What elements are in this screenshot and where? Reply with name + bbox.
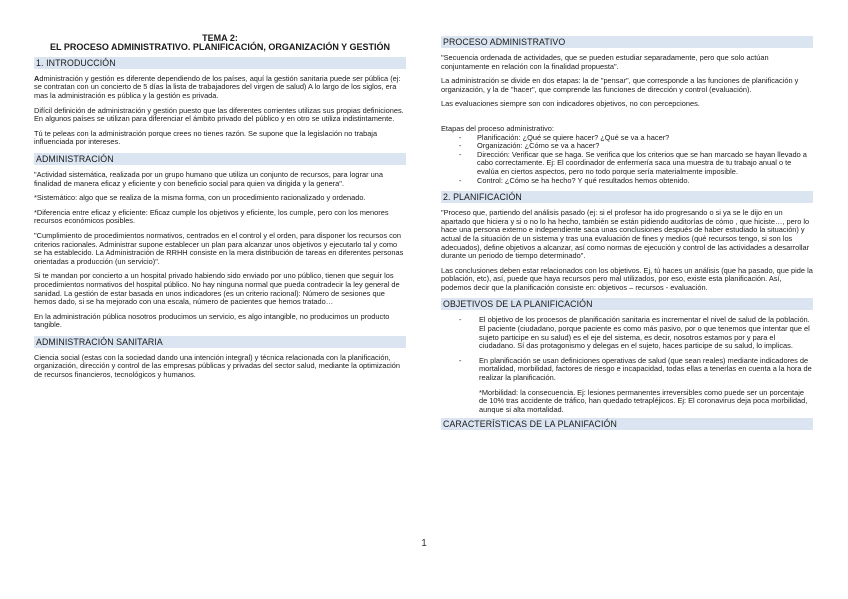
section-heading-introduccion: 1. INTRODUCCIÓN	[34, 57, 406, 69]
admin-paragraph-1: "Actividad sistemática, realizada por un grupo humano que utiliza un conjunto de recursos, para lograr una finalidad de manera eficaz y eficiente y con beneficio social para quien va dirigida y la genera".	[34, 169, 383, 188]
intro-paragraph-3: Tú te peleas con la administración porque crees no tienes razón. Se supone que la legislación no trabaja influenciada por intereses.	[34, 128, 378, 147]
planificacion-paragraph-2: Las conclusiones deben estar relacionados con los objetivos. Ej, tú haces un análisis (que ha pasado, que pide la población, etc), así, puede que haya recursos pero mal utilizados, por eso, existe esta planificación. Así, podemos decir que la planificación consiste en: objetivos – recursos - evaluación.	[441, 265, 813, 292]
admin-paragraph-5: Si te mandan por concierto a un hospital privado habiendo sido enviado por uno público, tienen que seguir los procedimientos normativos del hospital público. No hay ninguna normal que pueda contradecir la ley general de sanidad. La gestión de estar basada en unos indicadores (es un criterio racional): Número de sesiones que hemos dado, si se ha mejorado con una escala, número de pacientes que hemos tratado…	[34, 271, 400, 307]
title-line-2: EL PROCESO ADMINISTRATIVO. PLANIFICACIÓN, ORGANIZACIÓN Y GESTIÓN	[49, 42, 391, 53]
sanitaria-paragraph-1: Ciencia social (estas con la sociedad dando una intención integral) y técnica relacionada con la planificación, organización, dirección y control de las empresas públicas y privadas del sector salud, mediante la optimización de recursos financieros, tecnológicos y humanos.	[34, 352, 401, 380]
section-heading-planificacion: 2. PLANIFICACIÓN	[441, 191, 813, 203]
stage-item: - Planificación: ¿Qué se quiere hacer? ¿Qué se va a hacer?	[441, 134, 813, 143]
left-column	[34, 34, 406, 386]
admin-paragraph-3: *Diferencia entre eficaz y eficiente: Eficaz cumple los objetivos y eficiente, los cumple, pero con los menores recursos económicos posibles.	[34, 207, 389, 226]
section-heading-caracteristicas: CARACTERÍSTICAS DE LA PLANIFACIÓN	[441, 418, 813, 430]
admin-paragraph-2: *Sistemático: algo que se realiza de la misma forma, con un procedimiento racionalizado y ordenado.	[34, 193, 366, 203]
planificacion-paragraph-1: "Proceso que, partiendo del análisis pasado (ej: si el profesor ha ido progresando o si ya se le dijo en un apartado que hiciera y si o no lo ha hecho, también se están pidiendo auditorías de cómo , que hiciste…, pero lo hace una persona externo e independiente saca unas conclusiones después de haber estudiado la situación) y actual de la situación de un sistema y tras una evaluación de fines y medios (qué recursos tengo, si son los adecuados), define objetivos a alcanzar, así como normas de ejecución y control de las actividades a desarrollar durante un periodo de tiempo determinado".	[441, 208, 810, 261]
admin-paragraph-4: "Cumplimiento de procedimientos normativos, centrados en el control y el orden, para disponer los recursos con criterios racionales. Administrar supone establecer un plan para alcanzar unos objetivos y ejecutarlo tal y como se ha establecido. La Administración de RRHH consiste en la mera distribución de tareas en diferentes personas orientadas a producción (un servicio)".	[34, 230, 404, 266]
title-line-1: TEMA 2:	[202, 33, 238, 43]
proceso-paragraph-3: Las evaluaciones siempre son con indicadores objetivos, no con percepciones.	[441, 99, 700, 109]
document-title	[34, 34, 406, 53]
stage-item: - Dirección: Verificar que se haga. Se verifica que los criterios que se han marcado se hayan llevado a cabo correctamente. Ej: El coordinador de enfermería saca una muestra de tu trabajo anual o te evalúa en ciertos aspectos, pero no todo porque sería materialmente imposible.	[441, 151, 813, 177]
section-heading-objetivos: OBJETIVOS DE LA PLANIFICACIÓN	[441, 298, 813, 310]
intro-paragraph-1	[34, 75, 406, 101]
stage-item: - Control: ¿Cómo se ha hecho? Y qué resultados hemos obtenido.	[441, 177, 813, 186]
section-heading-administracion-sanitaria: ADMINISTRACIÓN SANITARIA	[34, 336, 406, 348]
right-column	[441, 34, 813, 436]
section-heading-proceso-administrativo: PROCESO ADMINISTRATIVO	[441, 36, 813, 48]
drop-initial: A	[34, 73, 40, 83]
proceso-paragraph-2: La administración se divide en dos etapas: la de "pensar", que corresponde a las funciones de planificación y organización, y la de "hacer", que comprende las funciones de dirección y control (evaluación).	[441, 76, 799, 94]
intro-paragraph-1-text: dministración y gestión es diferente dependiendo de los países, aquí la gestión sanitaria puede ser pública (ej: se contratan con un concierto de 5 días la lista de trabajadores del virgen de salud) A lo largo de los siglos, era mas la administración es pública y la gestión es privada.	[34, 73, 401, 100]
morbilidad-note: *Morbilidad: la consecuencia. Ej: lesiones permanentes irreversibles como puede ser un porcentaje de 10% tras accidente de tráfico, han quedado tetrapléjicos. Ej: El coronavirus deja poca morbilidad, aunque si alta mortalidad.	[479, 387, 808, 414]
proceso-paragraph-1: "Secuencia ordenada de actividades, que se pueden estudiar separadamente, pero que solo actúan conjuntamente en relación con la finalidad propuesta".	[441, 53, 769, 71]
stage-item: - Organización: ¿Cómo se va a hacer?	[441, 142, 813, 151]
objetivo-item: - El objetivo de los procesos de planificación sanitaria es incrementar el nivel de salud de la población. El paciente (ciudadano, porque paciente es como más pasivo, por o que tenemos que intentar que el sujeto participe en su salud) es el eje del sistema, es decir, nosotros estamos por y para el ciudadano. Sí das protagonismo y delegas en el sujeto, haces participe de su salud, lo implicas.	[441, 316, 813, 350]
objetivo-item: - En planificación se usan definiciones operativas de salud (que sean reales) mediante indicadores de mortalidad, morbilidad, factores de riesgo e incapacidad, todas ellas a tenerlas en cuenta a la hora de realizar la planificación.	[441, 357, 813, 383]
stages-intro: Etapas del proceso administrativo:	[441, 123, 554, 133]
page-number: 1	[421, 538, 427, 549]
objetivos-list	[441, 316, 813, 382]
intro-paragraph-2: Difícil definición de administración y gestión puesto que las diferentes corrientes utilizas sus propias definiciones. En algunos países se utilizan para diferenciar el ámbito privado del público y en otro se utiliza indistintamente.	[34, 105, 404, 124]
section-heading-administracion: ADMINISTRACIÓN	[34, 153, 406, 165]
stages-list	[441, 134, 813, 186]
admin-paragraph-6: En la administración pública nosotros producimos un servicio, es algo intangible, no producimos un producto tangible.	[34, 311, 390, 330]
